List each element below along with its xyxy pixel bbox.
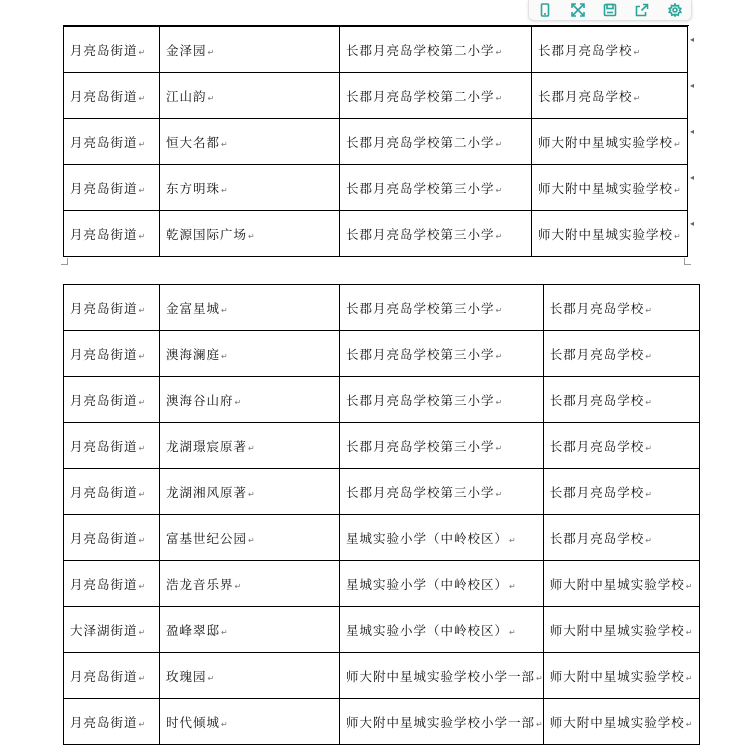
table-cell bbox=[340, 377, 544, 423]
table-cell bbox=[340, 423, 544, 469]
paragraph-mark: ↵ bbox=[495, 443, 503, 453]
paragraph-mark: ↵ bbox=[495, 139, 503, 149]
cell-text: 月亮岛街道 bbox=[70, 668, 138, 684]
table-cell bbox=[64, 607, 160, 653]
table-cell bbox=[340, 515, 544, 561]
table-cell bbox=[160, 515, 340, 561]
paragraph-mark: ↵ bbox=[234, 397, 242, 407]
cell-text: 月亮岛街道 bbox=[70, 484, 138, 500]
cell-text: 月亮岛街道 bbox=[70, 576, 138, 592]
paragraph-mark: ↵ bbox=[138, 231, 146, 241]
paragraph-mark: ↵ bbox=[495, 397, 503, 407]
paragraph-mark: ↵ bbox=[248, 535, 255, 545]
table-cell bbox=[340, 119, 532, 165]
cell-text: 月亮岛街道 bbox=[70, 438, 138, 454]
table-cell bbox=[340, 653, 544, 699]
table-cell bbox=[340, 285, 544, 331]
paragraph-mark: ↵ bbox=[685, 673, 693, 683]
paragraph-mark: ↵ bbox=[633, 93, 641, 103]
save-icon[interactable] bbox=[599, 1, 621, 19]
paragraph-mark: ↵ bbox=[495, 305, 503, 315]
table-cell bbox=[543, 653, 699, 699]
table-cell bbox=[64, 73, 160, 119]
settings-icon[interactable] bbox=[664, 1, 686, 19]
table-cell bbox=[160, 73, 340, 119]
cell-text: 长郡月亮岛学校 bbox=[538, 88, 633, 104]
table-row bbox=[64, 119, 688, 165]
paragraph-mark: ↵ bbox=[207, 673, 215, 683]
paragraph-mark: ↵ bbox=[248, 231, 255, 241]
paragraph-mark: ↵ bbox=[674, 185, 681, 195]
paragraph-mark: ↵ bbox=[495, 47, 503, 57]
paragraph-mark: ↵ bbox=[221, 351, 228, 361]
paragraph-mark: ↵ bbox=[645, 397, 652, 407]
table-row bbox=[64, 165, 688, 211]
table-cell bbox=[160, 469, 340, 515]
table-cell bbox=[160, 699, 340, 745]
table-cell bbox=[543, 607, 699, 653]
table-cell bbox=[64, 165, 160, 211]
table-cell bbox=[543, 423, 699, 469]
paragraph-mark: ↵ bbox=[495, 489, 503, 499]
paragraph-mark: ↵ bbox=[221, 185, 228, 195]
table-cell bbox=[340, 165, 532, 211]
cell-text: 大泽湖街道 bbox=[70, 622, 138, 638]
cell-text: 师大附中星城实验学校小学一部 bbox=[346, 714, 536, 730]
cell-text: 东方明珠 bbox=[166, 180, 221, 196]
row-end-mark: ◂ bbox=[690, 127, 695, 136]
cell-text: 长郡月亮岛学校第二小学 bbox=[346, 42, 495, 58]
floating-toolbar bbox=[528, 0, 692, 21]
table-cell bbox=[160, 211, 340, 257]
table-cell bbox=[340, 469, 544, 515]
paragraph-mark: ↵ bbox=[495, 231, 503, 241]
table-cell bbox=[160, 423, 340, 469]
cell-text: 星城实验小学（中岭校区） bbox=[346, 622, 509, 638]
paragraph-mark: ↵ bbox=[138, 489, 146, 499]
table-cell bbox=[64, 211, 160, 257]
table-row bbox=[64, 423, 700, 469]
cell-text: 月亮岛街道 bbox=[70, 530, 138, 546]
cell-text: 师大附中星城实验学校 bbox=[549, 576, 685, 592]
table-row bbox=[64, 377, 700, 423]
table-cell bbox=[64, 561, 160, 607]
table-cell bbox=[340, 211, 532, 257]
table-cell bbox=[543, 515, 699, 561]
table-row bbox=[64, 653, 700, 699]
cell-text: 月亮岛街道 bbox=[70, 392, 138, 408]
table-cell bbox=[64, 119, 160, 165]
cell-text: 长郡月亮岛学校第三小学 bbox=[346, 438, 495, 454]
table-cell bbox=[340, 331, 544, 377]
cell-text: 长郡月亮岛学校 bbox=[549, 530, 645, 546]
cell-text: 长郡月亮岛学校 bbox=[538, 42, 633, 58]
paragraph-mark: ↵ bbox=[138, 673, 146, 683]
paragraph-mark: ↵ bbox=[645, 535, 652, 545]
cell-text: 长郡月亮岛学校第三小学 bbox=[346, 392, 495, 408]
paragraph-mark: ↵ bbox=[248, 443, 255, 453]
paragraph-mark: ↵ bbox=[138, 627, 146, 637]
cell-text: 恒大名都 bbox=[166, 134, 221, 150]
cell-text: 澳海谷山府 bbox=[166, 392, 234, 408]
cell-text: 月亮岛街道 bbox=[70, 42, 138, 58]
table-cell bbox=[160, 377, 340, 423]
table-cell bbox=[64, 27, 160, 73]
paragraph-mark: ↵ bbox=[536, 673, 543, 683]
cell-text: 长郡月亮岛学校 bbox=[549, 438, 645, 454]
table-row bbox=[64, 561, 700, 607]
paragraph-mark: ↵ bbox=[495, 185, 503, 195]
cell-text: 浩龙音乐界 bbox=[166, 576, 234, 592]
table-cell bbox=[64, 469, 160, 515]
table-row bbox=[64, 27, 688, 73]
table-cell bbox=[543, 285, 699, 331]
table-cell bbox=[532, 211, 688, 257]
paragraph-mark: ↵ bbox=[645, 489, 652, 499]
cell-text: 师大附中星城实验学校 bbox=[549, 668, 685, 684]
table-row bbox=[64, 515, 700, 561]
cell-text: 月亮岛街道 bbox=[70, 300, 138, 316]
table-row bbox=[64, 331, 700, 377]
cell-text: 长郡月亮岛学校第三小学 bbox=[346, 300, 495, 316]
table-row bbox=[64, 469, 700, 515]
row-end-mark: ◂ bbox=[690, 81, 695, 90]
cell-text: 江山韵 bbox=[166, 88, 207, 104]
paragraph-mark: ↵ bbox=[221, 139, 228, 149]
cell-text: 长郡月亮岛学校 bbox=[549, 392, 645, 408]
school-district-table-page1 bbox=[63, 26, 688, 257]
table-cell bbox=[532, 119, 688, 165]
paragraph-mark: ↵ bbox=[509, 581, 516, 591]
paragraph-mark: ↵ bbox=[138, 185, 146, 195]
paragraph-mark: ↵ bbox=[234, 581, 242, 591]
table-cell bbox=[340, 73, 532, 119]
cell-text: 长郡月亮岛学校 bbox=[549, 346, 645, 362]
cell-text: 月亮岛街道 bbox=[70, 88, 138, 104]
cell-text: 时代倾城 bbox=[166, 714, 221, 730]
table-row bbox=[64, 285, 700, 331]
cell-text: 澳海澜庭 bbox=[166, 346, 221, 362]
paragraph-mark: ↵ bbox=[509, 627, 516, 637]
paragraph-mark: ↵ bbox=[645, 443, 652, 453]
table-cell bbox=[340, 607, 544, 653]
cell-text: 长郡月亮岛学校 bbox=[549, 300, 645, 316]
cell-text: 富基世纪公园 bbox=[166, 530, 248, 546]
paragraph-mark: ↵ bbox=[138, 47, 146, 57]
paragraph-mark: ↵ bbox=[207, 93, 215, 103]
table-cell bbox=[532, 27, 688, 73]
cell-text: 长郡月亮岛学校第三小学 bbox=[346, 484, 495, 500]
row-end-mark: ◂ bbox=[690, 219, 695, 228]
paragraph-mark: ↵ bbox=[138, 397, 146, 407]
table-cell bbox=[64, 653, 160, 699]
cell-text: 龙湖湘风原著 bbox=[166, 484, 248, 500]
table-cell bbox=[543, 561, 699, 607]
table-cell bbox=[160, 653, 340, 699]
paragraph-mark: ↵ bbox=[138, 139, 146, 149]
table-cell bbox=[532, 73, 688, 119]
paragraph-mark: ↵ bbox=[207, 47, 215, 57]
table-cell bbox=[64, 285, 160, 331]
table-cell bbox=[64, 377, 160, 423]
table-cell bbox=[64, 423, 160, 469]
cell-text: 月亮岛街道 bbox=[70, 714, 138, 730]
table-row bbox=[64, 73, 688, 119]
table-cell bbox=[160, 27, 340, 73]
cell-text: 长郡月亮岛学校第二小学 bbox=[346, 134, 495, 150]
paragraph-mark: ↵ bbox=[685, 581, 693, 591]
cell-text: 月亮岛街道 bbox=[70, 346, 138, 362]
paragraph-mark: ↵ bbox=[685, 719, 693, 729]
cell-text: 金泽园 bbox=[166, 42, 207, 58]
page-break bbox=[63, 258, 689, 282]
cell-text: 师大附中星城实验学校 bbox=[549, 714, 685, 730]
paragraph-mark: ↵ bbox=[248, 489, 255, 499]
paragraph-mark: ↵ bbox=[221, 719, 228, 729]
cell-text: 师大附中星城实验学校 bbox=[538, 226, 674, 242]
cell-text: 师大附中星城实验学校 bbox=[538, 134, 674, 150]
table-cell bbox=[160, 607, 340, 653]
table-cell bbox=[64, 331, 160, 377]
table-cell bbox=[340, 699, 544, 745]
paragraph-mark: ↵ bbox=[221, 627, 228, 637]
paragraph-mark: ↵ bbox=[138, 305, 146, 315]
table-cell bbox=[160, 331, 340, 377]
table-cell bbox=[543, 699, 699, 745]
paragraph-mark: ↵ bbox=[674, 139, 681, 149]
cell-text: 星城实验小学（中岭校区） bbox=[346, 576, 509, 592]
paragraph-mark: ↵ bbox=[221, 305, 228, 315]
table-cell bbox=[160, 561, 340, 607]
cell-text: 月亮岛街道 bbox=[70, 226, 138, 242]
cell-text: 龙湖璟宸原著 bbox=[166, 438, 248, 454]
share-icon[interactable] bbox=[631, 1, 653, 19]
cell-text: 师大附中星城实验学校 bbox=[538, 180, 674, 196]
school-district-table-page2 bbox=[63, 284, 700, 745]
paragraph-mark: ↵ bbox=[138, 443, 146, 453]
row-end-mark: ◂ bbox=[690, 173, 695, 182]
cell-text: 盈峰翠邸 bbox=[166, 622, 221, 638]
table-cell bbox=[543, 377, 699, 423]
table-cell bbox=[340, 27, 532, 73]
cell-text: 师大附中星城实验学校 bbox=[549, 622, 685, 638]
paragraph-mark: ↵ bbox=[138, 719, 146, 729]
paragraph-mark: ↵ bbox=[674, 231, 681, 241]
row-end-mark: ◂ bbox=[690, 35, 695, 44]
paragraph-mark: ↵ bbox=[138, 93, 146, 103]
table-cell bbox=[543, 331, 699, 377]
cell-text: 玫瑰园 bbox=[166, 668, 207, 684]
paragraph-mark: ↵ bbox=[495, 351, 503, 361]
table-cell bbox=[64, 699, 160, 745]
paragraph-mark: ↵ bbox=[138, 581, 146, 591]
paragraph-mark: ↵ bbox=[536, 719, 543, 729]
paragraph-mark: ↵ bbox=[645, 305, 652, 315]
table-cell bbox=[160, 119, 340, 165]
table-row bbox=[64, 699, 700, 745]
paragraph-mark: ↵ bbox=[645, 351, 652, 361]
fullscreen-icon[interactable] bbox=[567, 1, 589, 19]
cell-text: 师大附中星城实验学校小学一部 bbox=[346, 668, 536, 684]
table-cell bbox=[532, 165, 688, 211]
cell-text: 月亮岛街道 bbox=[70, 180, 138, 196]
paragraph-mark: ↵ bbox=[495, 93, 503, 103]
cell-text: 长郡月亮岛学校第三小学 bbox=[346, 180, 495, 196]
table-cell bbox=[543, 469, 699, 515]
cell-text: 长郡月亮岛学校 bbox=[549, 484, 645, 500]
cell-text: 长郡月亮岛学校第二小学 bbox=[346, 88, 495, 104]
paragraph-mark: ↵ bbox=[633, 47, 641, 57]
table-cell bbox=[160, 165, 340, 211]
table-cell bbox=[160, 285, 340, 331]
cell-text: 乾源国际广场 bbox=[166, 226, 248, 242]
cell-text: 金富星城 bbox=[166, 300, 221, 316]
mobile-view-icon[interactable] bbox=[534, 1, 556, 19]
paragraph-mark: ↵ bbox=[685, 627, 693, 637]
table-cell bbox=[64, 515, 160, 561]
paragraph-mark: ↵ bbox=[138, 535, 146, 545]
table-row bbox=[64, 211, 688, 257]
cell-text: 月亮岛街道 bbox=[70, 134, 138, 150]
table-cell bbox=[340, 561, 544, 607]
paragraph-mark: ↵ bbox=[509, 535, 516, 545]
cell-text: 长郡月亮岛学校第三小学 bbox=[346, 226, 495, 242]
table-row bbox=[64, 607, 700, 653]
cell-text: 长郡月亮岛学校第三小学 bbox=[346, 346, 495, 362]
paragraph-mark: ↵ bbox=[138, 351, 146, 361]
cell-text: 星城实验小学（中岭校区） bbox=[346, 530, 509, 546]
